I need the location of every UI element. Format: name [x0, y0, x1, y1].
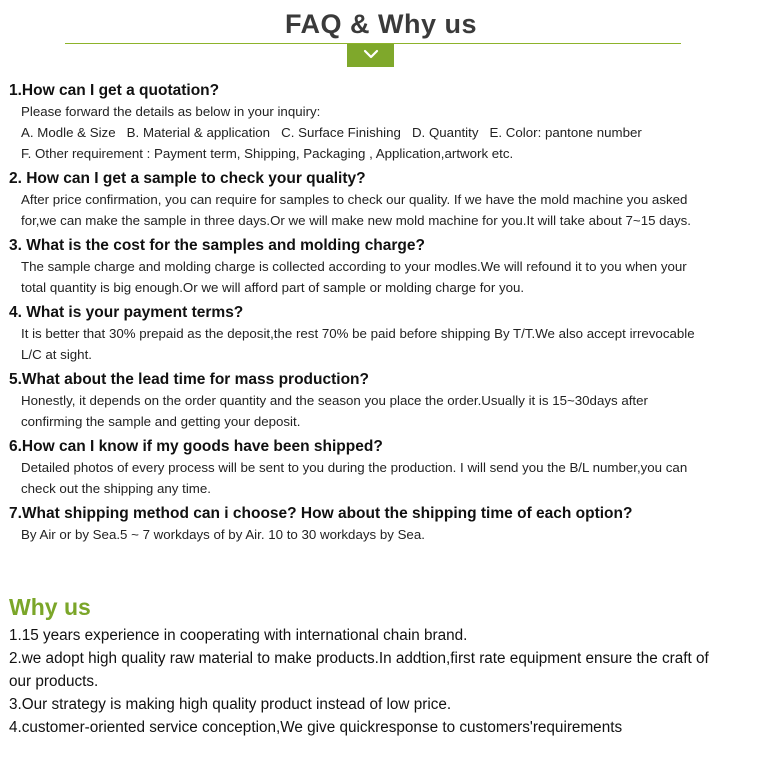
faq-question: 7.What shipping method can i choose? How about the shipping time of each option? [9, 505, 633, 522]
faq-item [9, 81, 754, 164]
faq-answer-line: check out the shipping any time. [21, 481, 211, 496]
why-us-list [9, 624, 754, 739]
faq-item [9, 437, 754, 499]
section-header [0, 8, 762, 40]
faq-answer-line: The sample charge and molding charge is collected according to your modles.We will refound it to you when your [21, 259, 687, 274]
chevron-down-icon [362, 48, 380, 60]
why-us-title: Why us [9, 594, 91, 620]
why-us-item: 3.Our strategy is making high quality product instead of low price. [9, 696, 452, 713]
expand-toggle[interactable] [347, 44, 394, 67]
faq-answer-line: After price confirmation, you can require for samples to check our quality. If we have the mold machine you asked [21, 192, 688, 207]
faq-answer-line: A. Modle & Size B. Material & application C. Surface Finishing D. Quantity E. Color: pantone number [21, 125, 642, 140]
why-us-item: 2.we adopt high quality raw material to make products.In addtion,first rate equipment ensure the craft of [9, 650, 709, 667]
faq-answer-line: for,we can make the sample in three days.Or we will make new mold machine for you.It will take about 7~15 days. [21, 213, 691, 228]
page-title: FAQ & Why us [284, 9, 477, 39]
faq-answer-line: Detailed photos of every process will be sent to you during the production. I will send you the B/L number,you can [21, 460, 688, 475]
faq-answer-line: It is better that 30% prepaid as the deposit,the rest 70% be paid before shipping By T/T.We also accept irrevocable [21, 326, 695, 341]
faq-answer-line: L/C at sight. [21, 347, 92, 362]
why-us-item: 4.customer-oriented service conception,We give quickresponse to customers'requirements [9, 719, 623, 736]
why-us-item: 1.15 years experience in cooperating with international chain brand. [9, 627, 468, 644]
faq-list [9, 81, 754, 550]
faq-question: 3. What is the cost for the samples and molding charge? [9, 237, 425, 254]
faq-question: 2. How can I get a sample to check your quality? [9, 170, 366, 187]
faq-question: 1.How can I get a quotation? [9, 82, 220, 99]
faq-item [9, 504, 754, 545]
faq-question: 4. What is your payment terms? [9, 304, 244, 321]
faq-item [9, 169, 754, 231]
faq-answer-line: F. Other requirement : Payment term, Shipping, Packaging , Application,artwork etc. [21, 146, 514, 161]
faq-answer-line: confirming the sample and getting your deposit. [21, 414, 301, 429]
faq-question: 6.How can I know if my goods have been shipped? [9, 438, 383, 455]
faq-answer-line: By Air or by Sea.5 ~ 7 workdays of by Air. 10 to 30 workdays by Sea. [21, 527, 425, 542]
faq-item [9, 303, 754, 365]
faq-answer-line: Honestly, it depends on the order quantity and the season you place the order.Usually it is 15~30days after [21, 393, 648, 408]
faq-answer-line: total quantity is big enough.Or we will afford part of sample or molding charge for you. [21, 280, 525, 295]
faq-item [9, 236, 754, 298]
faq-answer-line: Please forward the details as below in your inquiry: [21, 104, 321, 119]
why-us-item: our products. [9, 673, 99, 690]
faq-question: 5.What about the lead time for mass production? [9, 371, 369, 388]
faq-item [9, 370, 754, 432]
